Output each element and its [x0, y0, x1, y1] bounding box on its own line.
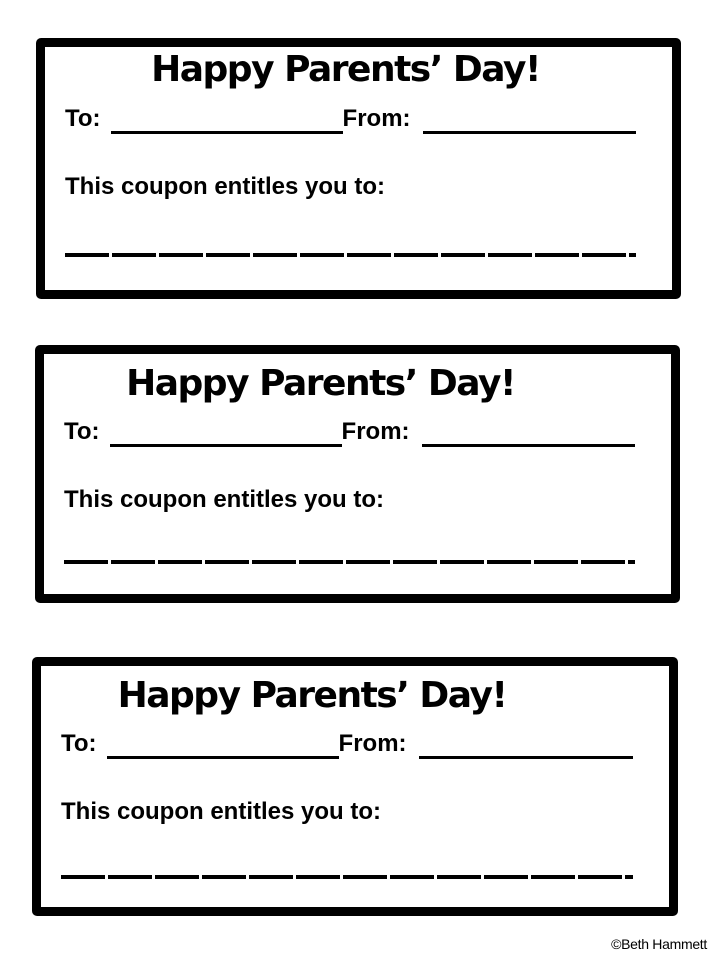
to-from-row — [61, 728, 633, 760]
coupon-title: Happy Parents’ Day! — [151, 49, 540, 90]
from-label: From: — [341, 418, 410, 445]
from-blank-line — [419, 755, 633, 759]
from-label: From: — [338, 730, 407, 757]
to-blank-line — [111, 130, 343, 134]
coupon-title: Happy Parents’ Day! — [126, 363, 515, 404]
to-blank-line — [110, 443, 342, 447]
from-blank-line — [422, 443, 635, 447]
reward-blank-line — [61, 875, 633, 879]
to-from-row — [65, 103, 636, 135]
coupon-1 — [36, 38, 681, 299]
to-label: To: — [65, 105, 101, 132]
coupon-3 — [32, 657, 678, 916]
coupon-title: Happy Parents’ Day! — [117, 675, 507, 716]
copyright-credit: ©Beth Hammett — [611, 936, 707, 952]
coupon-2 — [35, 345, 680, 603]
to-from-row — [64, 416, 635, 448]
reward-blank-line — [64, 560, 635, 564]
reward-blank-line — [65, 253, 636, 257]
entitles-label: This coupon entitles you to: — [61, 798, 381, 825]
from-label: From: — [342, 105, 411, 132]
entitles-label: This coupon entitles you to: — [65, 173, 385, 200]
from-blank-line — [423, 130, 636, 134]
to-label: To: — [64, 418, 100, 445]
to-blank-line — [107, 755, 339, 759]
to-label: To: — [61, 730, 97, 757]
entitles-label: This coupon entitles you to: — [64, 486, 384, 513]
